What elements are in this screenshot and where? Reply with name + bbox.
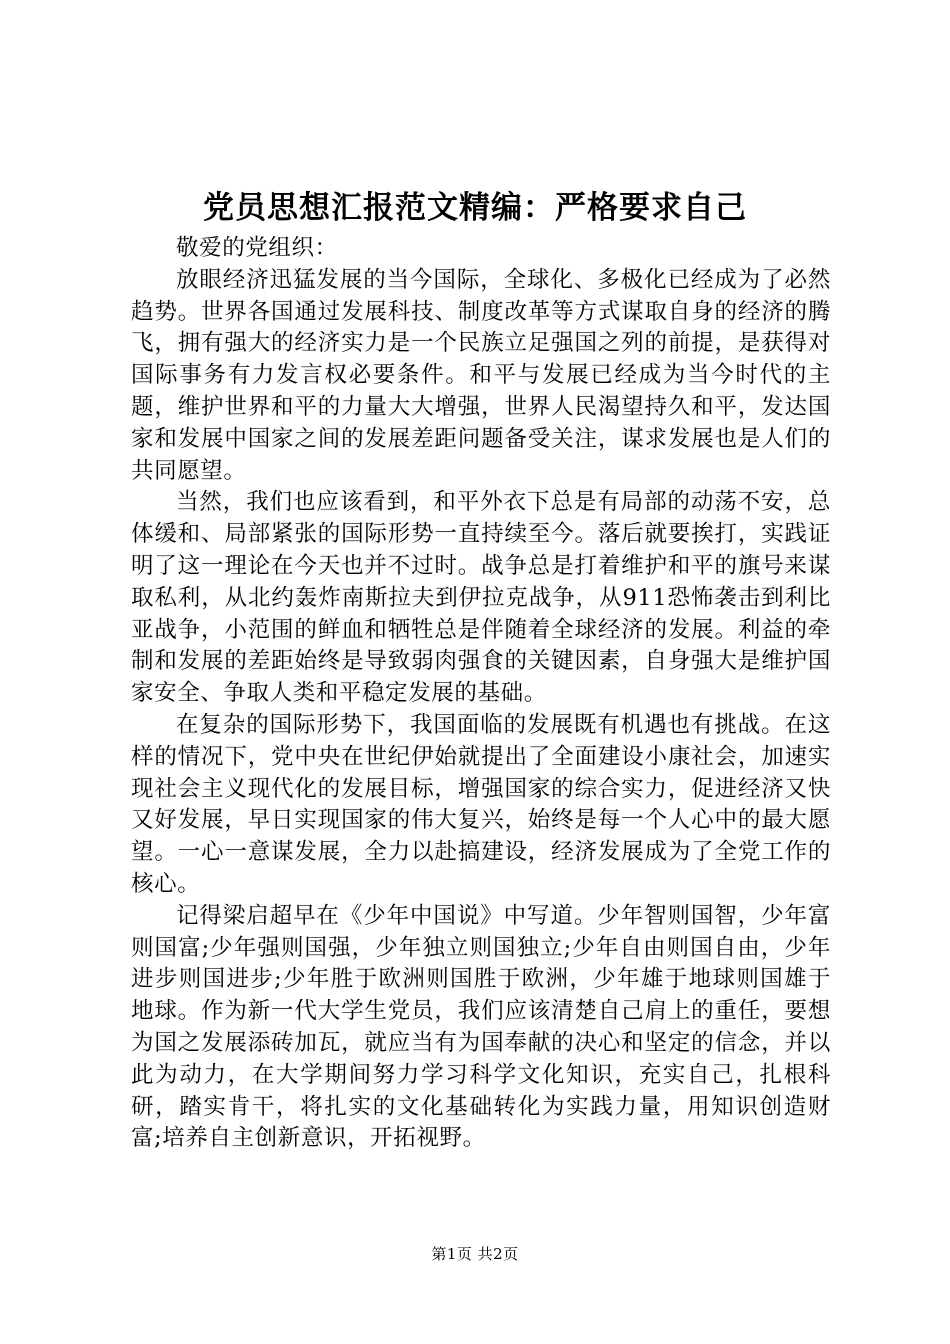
paragraph-2: 当然，我们也应该看到，和平外衣下总是有局部的动荡不安，总体缓和、局部紧张的国际形势一直持续至今。落后就要挨打，实践证明了这一理论在今天也并不过时。战争总是打着维护和平的旗号来谋取私利，从北约轰炸南斯拉夫到伊拉克战争，从911恐怖袭击到利比亚战争，小范围的鲜血和牺牲总是伴随着全球经济的发展。利益的牵制和发展的差距始终是导致弱肉强食的关键因素，自身强大是维护国家安全、争取人类和平稳定发展的基础。 bbox=[131, 489, 831, 707]
page-footer: 第1页 共2页 bbox=[431, 1245, 519, 1263]
document-body bbox=[131, 233, 831, 1155]
paragraph-3: 在复杂的国际形势下，我国面临的发展既有机遇也有挑战。在这样的情况下，党中央在世纪伊始就提出了全面建设小康社会，加速实现社会主义现代化的发展目标，增强国家的综合实力，促进经济又快又好发展，早日实现国家的伟大复兴，始终是每一个人心中的最大愿望。一心一意谋发展，全力以赴搞建设，经济发展成为了全党工作的核心。 bbox=[131, 711, 831, 897]
page-title: 党员思想汇报范文精编：严格要求自己 bbox=[203, 190, 747, 226]
salutation: 敬爱的党组织： bbox=[176, 235, 338, 261]
paragraph-4: 记得梁启超早在《少年中国说》中写道。少年智则国智，少年富则国富;少年强则国强，少年独立则国独立;少年自由则国自由，少年进步则国进步;少年胜于欧洲则国胜于欧洲，少年雄于地球则国雄于地球。作为新一代大学生党员，我们应该清楚自己肩上的重任，要想为国之发展添砖加瓦，就应当有为国奉献的决心和坚定的信念，并以此为动力，在大学期间努力学习科学文化知识，充实自己，扎根科研，踏实肯干，将扎实的文化基础转化为实践力量，用知识创造财富;培养自主创新意识，开拓视野。 bbox=[131, 902, 831, 1152]
paragraph-1: 放眼经济迅猛发展的当今国际，全球化、多极化已经成为了必然趋势。世界各国通过发展科技、制度改革等方式谋取自身的经济的腾飞，拥有强大的经济实力是一个民族立足强国之列的前提，是获得对国际事务有力发言权必要条件。和平与发展已经成为当今时代的主题，维护世界和平的力量大大增强，世界人民渴望持久和平，发达国家和发展中国家之间的发展差距问题备受关注，谋求发展也是人们的共同愿望。 bbox=[131, 266, 831, 484]
